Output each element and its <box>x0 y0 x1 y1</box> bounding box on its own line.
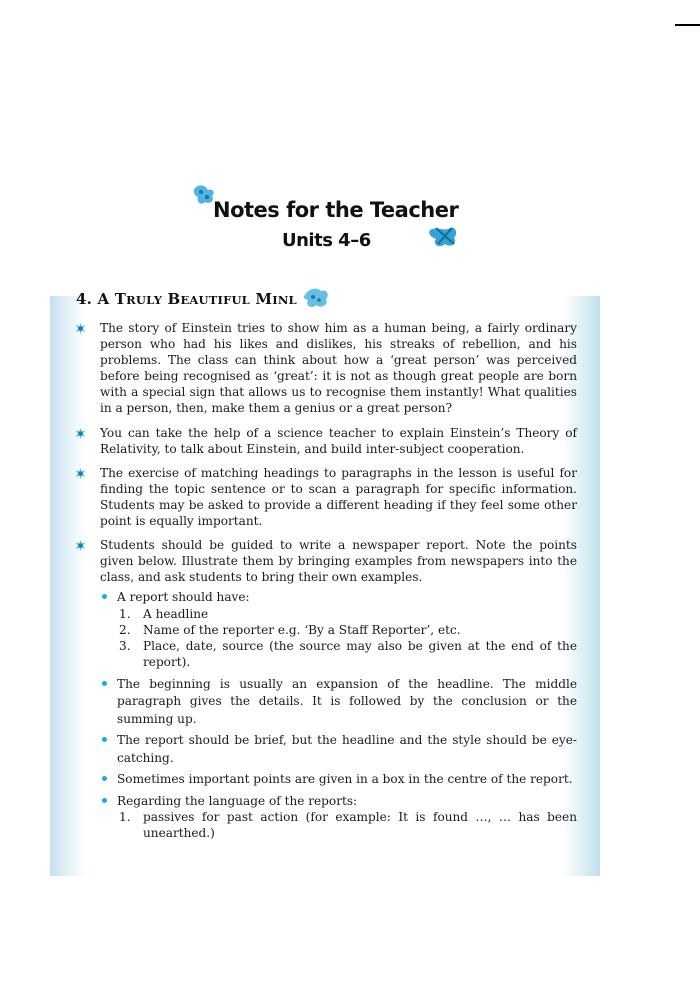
numbered-item <box>117 622 577 638</box>
item-number: 2. <box>119 622 131 637</box>
heading-part: INL <box>272 293 297 307</box>
item-text: A headline <box>143 606 209 621</box>
star-bullet-icon <box>75 428 86 439</box>
sub-point <box>100 589 577 605</box>
star-bullet-icon <box>75 540 86 551</box>
note-point <box>75 465 577 529</box>
dot-bullet-icon <box>102 681 107 686</box>
page-corner-mark <box>675 24 700 26</box>
sub-point-text: Regarding the language of the reports: <box>117 793 358 808</box>
section-number: 4. <box>76 290 93 308</box>
splash-decoration-icon <box>428 222 460 250</box>
numbered-item <box>117 638 577 670</box>
item-text: Place, date, source (the source may also be given at the end of the report). <box>143 638 577 669</box>
dot-bullet-icon <box>102 798 107 803</box>
note-text: The exercise of matching headings to paragraphs in the lesson is useful for finding the topic sentence or to scan a paragraph for specific information. Students may be asked to provide a different heading if they feel some other point is equally important. <box>100 465 577 529</box>
heading-part: RULY <box>126 293 163 307</box>
star-bullet-icon <box>75 468 86 479</box>
dot-bullet-icon <box>102 776 107 781</box>
sub-point <box>100 732 577 767</box>
heading-part: A <box>97 290 110 308</box>
item-number: 1. <box>119 809 131 824</box>
heading-part: M <box>255 290 273 308</box>
note-text: The story of Einstein tries to show him as a human being, a fairly ordinary person who had his likes and dislikes, his streaks of rebellion, and his problems. The class can think about how a ‘great person’ was perceived before being recognised as ‘great’: it is not as though great people are born with a special sign that allows us to recognise them instantly! What qualities in a person, then, make them a genius or a great person? <box>100 321 577 416</box>
notes-content <box>75 320 577 841</box>
star-bullet-icon <box>75 323 86 334</box>
item-number: 1. <box>119 606 131 621</box>
item-text: Name of the reporter e.g. ‘By a Staff Reporter’, etc. <box>143 622 461 637</box>
dot-bullet-icon <box>102 594 107 599</box>
heading-part: EAUTIFUL <box>180 293 250 307</box>
item-number: 3. <box>119 638 131 653</box>
sub-point-text: A report should have: <box>117 590 250 605</box>
sub-point-text: The beginning is usually an expansion of the headline. The middle paragraph gives the details. It is followed by the conclusion or the summing up. <box>117 676 577 726</box>
heading-part: B <box>167 290 181 308</box>
note-text: Students should be guided to write a newspaper report. Note the points given below. Illustrate them by bringing examples from newspapers into the class, and ask students to bring their own examples. <box>100 538 577 585</box>
sub-point-text: The report should be brief, but the headline and the style should be eye-catching. <box>117 733 577 765</box>
sub-point <box>100 676 577 729</box>
sub-point <box>100 793 577 809</box>
note-text: You can take the help of a science teacher to explain Einstein’s Theory of Relativity, to talk about Einstein, and build inter-subject cooperation. <box>100 425 577 456</box>
numbered-item <box>117 809 577 841</box>
note-point <box>75 425 577 457</box>
page-title: Notes for the Teacher <box>213 198 459 222</box>
note-point <box>75 320 577 417</box>
heading-part: T <box>114 290 127 308</box>
note-point <box>75 537 577 585</box>
sub-point-text: Sometimes important points are given in a box in the centre of the report. <box>117 772 573 787</box>
title-block <box>0 180 700 270</box>
sub-point <box>100 771 577 789</box>
section-heading <box>76 290 297 308</box>
dot-bullet-icon <box>102 737 107 742</box>
numbered-item <box>117 606 577 622</box>
splash-decoration-icon <box>302 285 330 311</box>
item-text: passives for past action (for example: It is found …, … has been unearthed.) <box>143 809 577 841</box>
page-subtitle: Units 4–6 <box>282 230 371 251</box>
